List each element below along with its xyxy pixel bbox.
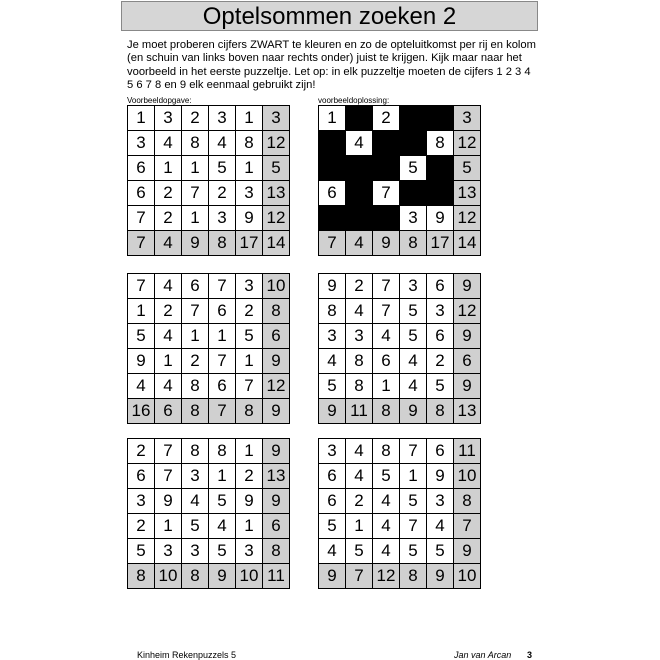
grid-cell: 4	[427, 514, 454, 539]
grid-cell: 3	[236, 181, 263, 206]
sum-cell: 10	[454, 564, 481, 589]
puzzle-grid-2	[318, 273, 481, 424]
grid-cell: 4	[128, 374, 155, 399]
page-number: 3	[527, 650, 533, 660]
grid-cell: 3	[209, 106, 236, 131]
grid-cell: 1	[346, 514, 373, 539]
grid-cell: 7	[155, 464, 182, 489]
sum-cell: 9	[427, 564, 454, 589]
grid-cell: 9	[427, 206, 454, 231]
solution-grid	[318, 105, 481, 256]
sum-cell: 9	[263, 399, 290, 424]
grid-cell: 4	[182, 489, 209, 514]
sum-cell: 8	[263, 539, 290, 564]
grid-cell: 5	[373, 464, 400, 489]
grid-cell: 5	[319, 514, 346, 539]
grid-cell: 8	[346, 374, 373, 399]
sum-cell: 7	[209, 399, 236, 424]
grid-cell	[400, 181, 427, 206]
grid-cell: 6	[128, 464, 155, 489]
grid-cell: 1	[182, 206, 209, 231]
grid-cell: 2	[182, 106, 209, 131]
grid-cell: 6	[427, 274, 454, 299]
sum-cell: 5	[263, 156, 290, 181]
grid-cell: 2	[155, 299, 182, 324]
sum-cell: 12	[454, 299, 481, 324]
sum-cell: 9	[454, 324, 481, 349]
sum-cell: 6	[263, 514, 290, 539]
sum-cell: 9	[182, 231, 209, 256]
grid-cell: 5	[400, 299, 427, 324]
grid-cell: 6	[128, 156, 155, 181]
grid-cell	[427, 181, 454, 206]
sum-cell: 8	[236, 399, 263, 424]
grid-cell: 5	[400, 489, 427, 514]
grid-cell	[373, 206, 400, 231]
grid-cell: 7	[373, 299, 400, 324]
grid-cell: 3	[319, 324, 346, 349]
sum-cell: 6	[155, 399, 182, 424]
puzzle-grid-3	[127, 438, 290, 589]
sum-cell: 8	[373, 399, 400, 424]
grid-cell: 5	[400, 156, 427, 181]
grid-cell: 6	[373, 349, 400, 374]
sum-cell: 11	[263, 564, 290, 589]
grid-cell: 7	[182, 299, 209, 324]
grid-cell: 4	[155, 324, 182, 349]
grid-cell: 5	[209, 156, 236, 181]
grid-cell: 4	[346, 464, 373, 489]
grid-cell: 7	[128, 206, 155, 231]
grid-cell: 7	[128, 274, 155, 299]
sum-cell: 8	[400, 564, 427, 589]
sum-cell: 9	[319, 399, 346, 424]
grid-cell: 2	[182, 349, 209, 374]
sum-cell: 12	[263, 206, 290, 231]
grid-cell: 1	[319, 106, 346, 131]
sum-cell: 17	[427, 231, 454, 256]
grid-cell: 4	[155, 274, 182, 299]
sum-cell: 8	[400, 231, 427, 256]
grid-cell: 2	[346, 489, 373, 514]
sum-cell: 4	[155, 231, 182, 256]
grid-cell: 5	[209, 489, 236, 514]
grid-cell: 1	[155, 156, 182, 181]
grid-cell: 1	[236, 156, 263, 181]
grid-cell: 5	[400, 324, 427, 349]
puzzle-grid-1	[127, 273, 290, 424]
grid-cell: 9	[319, 274, 346, 299]
grid-cell: 4	[209, 131, 236, 156]
grid-cell: 4	[346, 299, 373, 324]
sum-cell: 7	[319, 231, 346, 256]
sum-cell: 8	[209, 231, 236, 256]
puzzle-grid-4	[318, 438, 481, 589]
grid-cell: 3	[400, 274, 427, 299]
sum-cell: 3	[454, 106, 481, 131]
grid-cell: 1	[373, 374, 400, 399]
grid-cell: 6	[427, 324, 454, 349]
sum-cell: 10	[263, 274, 290, 299]
grid-cell: 4	[319, 349, 346, 374]
grid-cell: 1	[209, 324, 236, 349]
grid-cell: 4	[373, 489, 400, 514]
sum-cell: 10	[155, 564, 182, 589]
sum-cell: 12	[263, 374, 290, 399]
sum-cell: 8	[427, 399, 454, 424]
sum-cell: 7	[128, 231, 155, 256]
sum-cell: 11	[346, 399, 373, 424]
grid-cell: 2	[427, 349, 454, 374]
grid-cell: 2	[128, 439, 155, 464]
grid-cell: 5	[427, 539, 454, 564]
sum-cell: 13	[263, 181, 290, 206]
grid-cell: 1	[209, 464, 236, 489]
sum-cell: 12	[454, 206, 481, 231]
grid-cell: 5	[400, 539, 427, 564]
grid-cell: 6	[319, 181, 346, 206]
grid-cell: 7	[209, 349, 236, 374]
grid-cell: 5	[346, 539, 373, 564]
sum-cell: 8	[454, 489, 481, 514]
grid-cell: 8	[346, 349, 373, 374]
sum-cell: 13	[454, 181, 481, 206]
grid-cell: 3	[400, 206, 427, 231]
example-grid	[127, 105, 290, 256]
grid-cell	[319, 206, 346, 231]
grid-cell: 2	[236, 299, 263, 324]
grid-cell: 1	[236, 349, 263, 374]
sum-cell: 7	[346, 564, 373, 589]
sum-cell: 12	[454, 131, 481, 156]
grid-cell: 9	[236, 206, 263, 231]
grid-cell: 6	[128, 181, 155, 206]
grid-cell: 3	[128, 489, 155, 514]
grid-cell: 5	[182, 514, 209, 539]
grid-cell: 4	[209, 514, 236, 539]
grid-cell: 1	[182, 156, 209, 181]
grid-cell: 8	[182, 131, 209, 156]
grid-cell: 5	[236, 324, 263, 349]
grid-cell: 4	[373, 514, 400, 539]
grid-cell: 3	[182, 464, 209, 489]
grid-cell: 6	[209, 299, 236, 324]
grid-cell: 1	[155, 349, 182, 374]
sum-cell: 8	[182, 399, 209, 424]
sum-cell: 9	[454, 274, 481, 299]
grid-cell: 4	[373, 324, 400, 349]
grid-cell: 3	[319, 439, 346, 464]
grid-cell: 4	[346, 131, 373, 156]
sum-cell: 9	[454, 374, 481, 399]
grid-cell: 6	[209, 374, 236, 399]
grid-cell: 5	[209, 539, 236, 564]
grid-cell	[319, 156, 346, 181]
grid-cell: 2	[236, 464, 263, 489]
grid-cell	[346, 106, 373, 131]
sum-cell: 8	[182, 564, 209, 589]
grid-cell: 1	[236, 106, 263, 131]
grid-cell: 8	[209, 439, 236, 464]
grid-cell: 3	[236, 539, 263, 564]
grid-cell: 6	[319, 464, 346, 489]
grid-cell: 3	[182, 539, 209, 564]
grid-cell: 2	[155, 181, 182, 206]
grid-cell: 1	[236, 514, 263, 539]
sum-cell: 10	[236, 564, 263, 589]
grid-cell: 3	[346, 324, 373, 349]
instructions-text: Je moet proberen cijfers ZWART te kleuren en zo de opteluitkomst per rij en kolom (en schuin van links boven naar rechts onder) juist te krijgen. Kijk maar naar het voorbeeld in het eerste puzzeltje. Let op: in elk puzzeltje moeten de cijfers 1 2 3 4 5 6 7 8 en 9 elk eenmaal gebruikt zijn!	[127, 39, 536, 92]
grid-cell	[400, 106, 427, 131]
grid-cell: 7	[182, 181, 209, 206]
grid-cell: 1	[400, 464, 427, 489]
grid-cell: 6	[182, 274, 209, 299]
grid-cell: 4	[400, 374, 427, 399]
grid-cell	[400, 131, 427, 156]
grid-cell: 5	[427, 374, 454, 399]
grid-cell: 3	[209, 206, 236, 231]
grid-cell: 3	[155, 539, 182, 564]
grid-cell	[319, 131, 346, 156]
grid-cell: 9	[128, 349, 155, 374]
grid-cell: 3	[155, 106, 182, 131]
grid-cell: 3	[427, 489, 454, 514]
grid-cell: 7	[236, 374, 263, 399]
grid-cell: 7	[373, 181, 400, 206]
grid-cell: 5	[128, 539, 155, 564]
grid-cell: 7	[155, 439, 182, 464]
sum-cell: 11	[454, 439, 481, 464]
grid-cell: 7	[373, 274, 400, 299]
grid-cell: 9	[155, 489, 182, 514]
grid-cell	[427, 106, 454, 131]
grid-cell: 2	[155, 206, 182, 231]
grid-cell: 7	[400, 439, 427, 464]
grid-cell: 3	[427, 299, 454, 324]
sum-cell: 12	[373, 564, 400, 589]
sum-cell: 6	[454, 349, 481, 374]
grid-cell: 1	[128, 106, 155, 131]
grid-cell: 4	[346, 439, 373, 464]
grid-cell: 5	[128, 324, 155, 349]
grid-cell: 4	[319, 539, 346, 564]
grid-cell: 4	[155, 374, 182, 399]
grid-cell	[427, 156, 454, 181]
solution-label: voorbeeldoplossing:	[318, 96, 390, 105]
sum-cell: 4	[346, 231, 373, 256]
sum-cell: 14	[263, 231, 290, 256]
grid-cell: 1	[182, 324, 209, 349]
grid-cell: 2	[346, 274, 373, 299]
sum-cell: 13	[454, 399, 481, 424]
grid-cell: 9	[427, 464, 454, 489]
sum-cell: 8	[263, 299, 290, 324]
grid-cell	[346, 181, 373, 206]
grid-cell: 8	[427, 131, 454, 156]
sum-cell: 13	[263, 464, 290, 489]
grid-cell: 8	[182, 439, 209, 464]
sum-cell: 7	[454, 514, 481, 539]
sum-cell: 5	[454, 156, 481, 181]
sum-cell: 14	[454, 231, 481, 256]
sum-cell: 9	[319, 564, 346, 589]
grid-cell: 8	[373, 439, 400, 464]
grid-cell: 5	[319, 374, 346, 399]
grid-cell: 8	[319, 299, 346, 324]
grid-cell: 8	[236, 131, 263, 156]
grid-cell: 8	[182, 374, 209, 399]
grid-cell: 2	[128, 514, 155, 539]
footer-book-title: Kinheim Rekenpuzzels 5	[137, 650, 237, 660]
grid-cell: 1	[128, 299, 155, 324]
sum-cell: 8	[128, 564, 155, 589]
grid-cell: 7	[209, 274, 236, 299]
sum-cell: 17	[236, 231, 263, 256]
grid-cell: 3	[236, 274, 263, 299]
grid-cell: 7	[400, 514, 427, 539]
grid-cell: 1	[236, 439, 263, 464]
sum-cell: 9	[454, 539, 481, 564]
sum-cell: 12	[263, 131, 290, 156]
grid-cell: 4	[155, 131, 182, 156]
grid-cell: 3	[128, 131, 155, 156]
grid-cell: 4	[400, 349, 427, 374]
sum-cell: 3	[263, 106, 290, 131]
grid-cell: 6	[319, 489, 346, 514]
grid-cell: 1	[155, 514, 182, 539]
sum-cell: 9	[263, 439, 290, 464]
footer-author: Jan van Arcan	[454, 650, 512, 660]
sum-cell: 10	[454, 464, 481, 489]
grid-cell: 4	[373, 539, 400, 564]
grid-cell: 6	[427, 439, 454, 464]
page-title: Optelsommen zoeken 2	[121, 1, 538, 31]
grid-cell	[346, 206, 373, 231]
example-label: Voorbeeldopgave:	[127, 96, 192, 105]
grid-cell: 2	[373, 106, 400, 131]
grid-cell	[373, 156, 400, 181]
grid-cell	[373, 131, 400, 156]
sum-cell: 9	[209, 564, 236, 589]
sum-cell: 6	[263, 324, 290, 349]
sum-cell: 9	[263, 349, 290, 374]
sum-cell: 9	[373, 231, 400, 256]
grid-cell: 9	[236, 489, 263, 514]
grid-cell	[346, 156, 373, 181]
sum-cell: 16	[128, 399, 155, 424]
grid-cell: 2	[209, 181, 236, 206]
sum-cell: 9	[263, 489, 290, 514]
sum-cell: 9	[400, 399, 427, 424]
